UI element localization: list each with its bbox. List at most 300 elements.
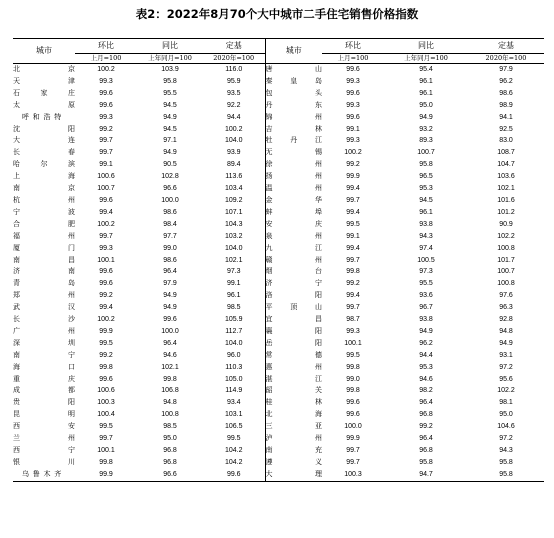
right-mom-index: 98.7 bbox=[346, 316, 360, 324]
table-title: 表2：2022年8月70个大中城市二手住宅销售价格指数 bbox=[135, 7, 419, 21]
left-base-index: 100.2 bbox=[203, 124, 265, 136]
right-mom-index: 99.1 bbox=[346, 125, 360, 133]
table-row bbox=[13, 64, 544, 76]
right-city-name: 三 亚 bbox=[265, 422, 322, 431]
right-mom-index: 99.7 bbox=[346, 256, 360, 264]
left-yoy-index: 90.5 bbox=[163, 161, 177, 169]
left-mom-index: 99.7 bbox=[99, 232, 113, 240]
left-base-index: 104.0 bbox=[203, 135, 265, 147]
right-city-name: 温 州 bbox=[265, 184, 322, 193]
right-base-index: 94.8 bbox=[499, 327, 513, 335]
right-city-name: 锦 州 bbox=[265, 112, 322, 121]
right-yoy-index: 94.5 bbox=[419, 196, 433, 204]
left-mom-index: 99.7 bbox=[99, 137, 113, 145]
left-city-name: 深 圳 bbox=[13, 338, 75, 347]
left-base-index: 104.2 bbox=[203, 445, 265, 457]
table-row bbox=[13, 362, 544, 374]
left-city-name: 福 州 bbox=[13, 231, 75, 240]
right-city-name: 安 庆 bbox=[265, 219, 322, 228]
left-mom-index: 99.2 bbox=[99, 351, 113, 359]
left-base-index: 92.2 bbox=[203, 100, 265, 112]
left-yoy-index: 94.9 bbox=[163, 292, 177, 300]
left-mom-index: 100.4 bbox=[97, 411, 115, 419]
right-mom-index: 99.3 bbox=[346, 137, 360, 145]
yoy-base-label: 上年同月=100 bbox=[404, 54, 448, 62]
right-city-name: 扬 州 bbox=[265, 172, 322, 181]
right-yoy-index: 96.4 bbox=[419, 399, 433, 407]
left-city-name: 广 州 bbox=[13, 326, 75, 335]
left-mom-index: 99.5 bbox=[99, 339, 113, 347]
right-city-name: 烟 台 bbox=[265, 267, 322, 276]
left-yoy-index: 94.5 bbox=[163, 101, 177, 109]
price-index-grid bbox=[13, 38, 544, 482]
left-base-index: 105.0 bbox=[203, 374, 265, 386]
left-base-index: 112.7 bbox=[203, 326, 265, 338]
mom-base-label: 上月=100 bbox=[337, 54, 369, 62]
left-mom-index: 100.6 bbox=[97, 387, 115, 395]
left-city-name: 宁 波 bbox=[13, 207, 75, 216]
left-yoy-index: 102.8 bbox=[161, 173, 179, 181]
left-yoy-index: 106.8 bbox=[161, 387, 179, 395]
right-yoy-index: 100.5 bbox=[417, 256, 435, 264]
left-city-name: 天 津 bbox=[13, 76, 75, 85]
left-yoy-index: 97.9 bbox=[163, 280, 177, 288]
left-base-index: 103.1 bbox=[203, 409, 265, 421]
right-base-index: 94.1 bbox=[499, 113, 513, 121]
left-base-index: 95.9 bbox=[203, 76, 265, 88]
table-row bbox=[13, 147, 544, 159]
left-city-name: 西 宁 bbox=[13, 446, 75, 454]
right-mom-index: 100.0 bbox=[344, 423, 362, 431]
right-base-index: 98.9 bbox=[499, 101, 513, 109]
left-city-name: 郑 州 bbox=[13, 291, 75, 300]
left-yoy-index: 96.4 bbox=[163, 268, 177, 276]
left-city-name: 杭 州 bbox=[13, 195, 75, 204]
left-yoy-index: 95.8 bbox=[163, 77, 177, 85]
right-mom-index: 100.2 bbox=[344, 149, 362, 157]
right-city-name: 平顶山 bbox=[265, 303, 322, 312]
left-yoy-index: 96.4 bbox=[163, 339, 177, 347]
table-row bbox=[13, 100, 544, 112]
left-yoy-index: 95.0 bbox=[163, 435, 177, 443]
left-city-name: 石家庄 bbox=[13, 88, 75, 97]
left-base-index: 114.9 bbox=[203, 385, 265, 397]
right-mom-index: 99.1 bbox=[346, 232, 360, 240]
right-yoy-index: 89.3 bbox=[419, 137, 433, 145]
right-mom-index: 99.8 bbox=[346, 268, 360, 276]
right-city-name: 湛 江 bbox=[265, 374, 322, 383]
yoy-column-header: 同比 bbox=[137, 39, 203, 54]
right-yoy-index: 94.9 bbox=[419, 113, 433, 121]
left-mom-index: 99.7 bbox=[99, 435, 113, 443]
left-city-name: 太 原 bbox=[13, 100, 75, 109]
right-city-name: 金 华 bbox=[265, 195, 322, 204]
right-mom-index: 99.5 bbox=[346, 351, 360, 359]
right-mom-index: 99.3 bbox=[346, 77, 360, 85]
left-yoy-index: 99.0 bbox=[163, 244, 177, 252]
left-yoy-index: 94.9 bbox=[163, 113, 177, 121]
left-yoy-index: 96.8 bbox=[163, 447, 177, 454]
left-yoy-index: 96.6 bbox=[137, 469, 203, 481]
right-mom-index: 99.7 bbox=[346, 304, 360, 312]
right-city-name: 丹 东 bbox=[265, 100, 322, 109]
left-yoy-index: 103.9 bbox=[161, 66, 179, 73]
left-mom-index: 100.7 bbox=[97, 185, 115, 193]
base-column-header: 定基 bbox=[203, 39, 265, 54]
table-row bbox=[13, 219, 544, 231]
table-row bbox=[13, 421, 544, 433]
right-city-name: 南 充 bbox=[265, 446, 322, 454]
table-row bbox=[13, 445, 544, 457]
right-yoy-index: 94.7 bbox=[384, 469, 468, 481]
left-base-index: 93.4 bbox=[203, 397, 265, 409]
left-city-name: 济 南 bbox=[13, 267, 75, 276]
left-mom-index: 100.3 bbox=[97, 399, 115, 407]
left-yoy-index: 95.5 bbox=[163, 89, 177, 97]
right-yoy-index: 95.5 bbox=[419, 280, 433, 288]
left-mom-index: 99.3 bbox=[99, 244, 113, 252]
right-yoy-index: 99.2 bbox=[419, 423, 433, 431]
left-yoy-index: 94.9 bbox=[163, 304, 177, 312]
right-base-index: 104.7 bbox=[497, 161, 515, 169]
left-city-name: 西 安 bbox=[13, 422, 75, 431]
right-base-index: 100.8 bbox=[497, 280, 515, 288]
yoy-base-label: 上年同月=100 bbox=[148, 54, 192, 62]
left-mom-index: 100.1 bbox=[97, 447, 115, 454]
right-yoy-index: 96.1 bbox=[419, 89, 433, 97]
right-city-name: 九 江 bbox=[265, 243, 322, 252]
table-row bbox=[13, 457, 544, 469]
left-city-name: 昆 明 bbox=[13, 410, 75, 419]
right-mom-index: 99.6 bbox=[346, 399, 360, 407]
right-city-name: 吉 林 bbox=[265, 124, 322, 133]
right-base-index: 92.5 bbox=[499, 125, 513, 133]
left-mom-index: 99.1 bbox=[99, 161, 113, 169]
right-city-name: 襄 阳 bbox=[265, 326, 322, 335]
table-header bbox=[13, 39, 544, 64]
right-base-index: 97.2 bbox=[499, 363, 513, 371]
right-base-index: 95.8 bbox=[499, 458, 513, 466]
table-row bbox=[13, 338, 544, 350]
table-row bbox=[13, 326, 544, 338]
right-base-index: 102.1 bbox=[497, 185, 515, 193]
right-base-index: 94.3 bbox=[499, 447, 513, 454]
left-base-index: 97.3 bbox=[203, 266, 265, 278]
table-row bbox=[13, 135, 544, 147]
left-city-name: 哈尔滨 bbox=[13, 160, 75, 169]
mom-column-header: 环比 bbox=[322, 39, 384, 54]
right-base-index: 100.8 bbox=[497, 244, 515, 252]
right-mom-index: 100.3 bbox=[322, 469, 384, 481]
right-mom-index: 99.0 bbox=[346, 375, 360, 383]
left-base-index: 93.9 bbox=[203, 147, 265, 159]
left-city-name: 银 川 bbox=[13, 457, 75, 466]
right-yoy-index: 93.2 bbox=[419, 125, 433, 133]
right-base-index: 98.6 bbox=[499, 89, 513, 97]
right-yoy-index: 95.0 bbox=[419, 101, 433, 109]
right-yoy-index: 96.2 bbox=[419, 339, 433, 347]
left-yoy-index: 94.5 bbox=[163, 125, 177, 133]
left-yoy-index: 99.6 bbox=[163, 316, 177, 324]
left-city-name: 沈 阳 bbox=[13, 124, 75, 133]
left-mom-index: 99.6 bbox=[99, 280, 113, 288]
left-base-index: 109.2 bbox=[203, 195, 265, 207]
right-city-name: 北 海 bbox=[265, 410, 322, 419]
right-city-name: 蚌 埠 bbox=[265, 207, 322, 216]
left-base-index: 104.0 bbox=[203, 243, 265, 255]
left-yoy-index: 98.6 bbox=[163, 208, 177, 216]
left-yoy-index: 94.6 bbox=[163, 351, 177, 359]
right-base-index: 92.8 bbox=[499, 316, 513, 324]
right-base-index: 93.1 bbox=[499, 351, 513, 359]
right-yoy-index: 96.5 bbox=[419, 173, 433, 181]
right-base-index: 104.6 bbox=[497, 423, 515, 431]
table-row bbox=[13, 76, 544, 88]
left-mom-index: 99.6 bbox=[99, 375, 113, 383]
right-yoy-index: 93.8 bbox=[419, 220, 433, 228]
right-base-index: 83.0 bbox=[499, 137, 513, 145]
right-base-index: 97.6 bbox=[499, 292, 513, 300]
table-row bbox=[13, 433, 544, 445]
right-yoy-index: 94.3 bbox=[419, 232, 433, 240]
right-city-name: 牡丹江 bbox=[265, 136, 322, 145]
left-yoy-index: 100.8 bbox=[161, 411, 179, 419]
table-row bbox=[13, 171, 544, 183]
right-mom-index: 99.9 bbox=[346, 173, 360, 181]
right-yoy-index: 96.1 bbox=[419, 208, 433, 216]
right-city-name: 韶 关 bbox=[265, 386, 322, 395]
left-city-name: 武 汉 bbox=[13, 303, 75, 312]
left-city-name: 成 都 bbox=[13, 386, 75, 395]
table-row bbox=[13, 350, 544, 362]
right-yoy-index: 93.8 bbox=[419, 316, 433, 324]
right-base-index: 102.2 bbox=[497, 387, 515, 395]
right-city-name: 遵 义 bbox=[265, 457, 322, 466]
right-city-name: 赣 州 bbox=[265, 255, 322, 264]
right-base-index: 108.7 bbox=[497, 149, 515, 157]
right-mom-index: 99.6 bbox=[346, 411, 360, 419]
right-yoy-index: 97.4 bbox=[419, 244, 433, 252]
right-yoy-index: 95.4 bbox=[419, 66, 433, 73]
right-yoy-index: 100.7 bbox=[417, 149, 435, 157]
right-yoy-index: 98.2 bbox=[419, 387, 433, 395]
table-row bbox=[13, 302, 544, 314]
right-base-index: 98.1 bbox=[499, 399, 513, 407]
right-city-name: 泸 州 bbox=[265, 434, 322, 443]
right-base-index: 90.9 bbox=[499, 220, 513, 228]
right-city-name: 泉 州 bbox=[265, 231, 322, 240]
left-city-name: 大 连 bbox=[13, 136, 75, 145]
left-city-name: 南 京 bbox=[13, 184, 75, 193]
left-base-index: 104.3 bbox=[203, 219, 265, 231]
left-mom-index: 99.9 bbox=[99, 327, 113, 335]
left-base-index: 93.5 bbox=[203, 88, 265, 100]
right-city-name: 济 宁 bbox=[265, 279, 322, 288]
table-row bbox=[13, 397, 544, 409]
left-mom-index: 99.9 bbox=[75, 469, 137, 481]
left-mom-index: 99.2 bbox=[99, 292, 113, 300]
left-city-name: 南 宁 bbox=[13, 350, 75, 359]
left-base-index: 89.4 bbox=[203, 159, 265, 171]
left-base-index: 98.5 bbox=[203, 302, 265, 314]
left-base-index: 107.1 bbox=[203, 207, 265, 219]
mom-column-header: 环比 bbox=[75, 39, 137, 54]
right-yoy-index: 94.6 bbox=[419, 375, 433, 383]
right-yoy-index: 96.4 bbox=[419, 435, 433, 443]
left-city-name: 海 口 bbox=[13, 362, 75, 371]
right-city-name: 桂 林 bbox=[265, 398, 322, 407]
right-mom-index: 99.8 bbox=[346, 363, 360, 371]
right-base-index: 102.2 bbox=[497, 232, 515, 240]
left-city-name: 南 昌 bbox=[13, 255, 75, 264]
left-mom-index: 99.4 bbox=[99, 304, 113, 312]
right-mom-index: 99.4 bbox=[346, 185, 360, 193]
left-base-index: 99.5 bbox=[203, 433, 265, 445]
right-mom-index: 99.3 bbox=[346, 327, 360, 335]
table-row bbox=[13, 195, 544, 207]
yoy-column-header: 同比 bbox=[384, 39, 468, 54]
left-mom-index: 99.8 bbox=[99, 458, 113, 466]
right-base-index: 103.6 bbox=[497, 173, 515, 181]
table-row bbox=[13, 207, 544, 219]
left-mom-index: 100.1 bbox=[97, 256, 115, 264]
left-base-index: 94.4 bbox=[203, 112, 265, 124]
left-base-index: 116.0 bbox=[203, 64, 265, 76]
left-mom-index: 100.6 bbox=[97, 173, 115, 181]
left-city-name: 兰 州 bbox=[13, 434, 75, 443]
right-mom-index: 100.1 bbox=[344, 339, 362, 347]
table-row bbox=[13, 385, 544, 397]
left-yoy-index: 98.5 bbox=[163, 423, 177, 431]
left-city-name: 呼和浩特 bbox=[22, 112, 61, 121]
right-mom-index: 99.5 bbox=[346, 220, 360, 228]
right-yoy-index: 96.8 bbox=[419, 411, 433, 419]
table-row bbox=[13, 469, 544, 481]
right-base-index: 101.2 bbox=[497, 208, 515, 216]
left-base-index: 104.2 bbox=[203, 457, 265, 469]
left-mom-index: 99.6 bbox=[99, 196, 113, 204]
right-base-index: 96.3 bbox=[499, 304, 513, 312]
base-column-header: 定基 bbox=[468, 39, 544, 54]
left-yoy-index: 100.0 bbox=[161, 196, 179, 204]
left-base-index: 103.2 bbox=[203, 231, 265, 243]
left-city-name: 合 肥 bbox=[13, 219, 75, 228]
left-base-index: 113.6 bbox=[203, 171, 265, 183]
table-row bbox=[13, 290, 544, 302]
left-base-index: 104.0 bbox=[203, 338, 265, 350]
right-base-index: 95.6 bbox=[499, 375, 513, 383]
left-mom-index: 99.6 bbox=[99, 268, 113, 276]
left-mom-index: 99.6 bbox=[99, 101, 113, 109]
right-yoy-index: 95.8 bbox=[419, 458, 433, 466]
right-city-name: 无 锡 bbox=[265, 148, 322, 157]
left-yoy-index: 100.0 bbox=[161, 327, 179, 335]
right-base-index: 95.8 bbox=[468, 469, 544, 481]
right-city-name: 惠 州 bbox=[265, 362, 322, 371]
right-yoy-index: 93.6 bbox=[419, 292, 433, 300]
left-mom-index: 99.4 bbox=[99, 208, 113, 216]
right-mom-index: 99.8 bbox=[346, 387, 360, 395]
left-city-name: 上 海 bbox=[13, 172, 75, 181]
left-mom-index: 100.2 bbox=[97, 66, 115, 73]
right-yoy-index: 97.3 bbox=[419, 268, 433, 276]
left-yoy-index: 97.1 bbox=[163, 137, 177, 145]
right-city-name: 唐 山 bbox=[265, 65, 322, 73]
right-yoy-index: 96.7 bbox=[419, 304, 433, 312]
right-yoy-index: 95.3 bbox=[419, 185, 433, 193]
left-mom-index: 99.6 bbox=[99, 89, 113, 97]
right-city-name: 秦皇岛 bbox=[265, 76, 322, 85]
right-city-name: 洛 阳 bbox=[265, 291, 322, 300]
left-yoy-index: 96.6 bbox=[163, 185, 177, 193]
right-yoy-index: 96.8 bbox=[419, 447, 433, 454]
table-row bbox=[13, 314, 544, 326]
right-city-name: 宜 昌 bbox=[265, 315, 322, 324]
left-base-index: 105.9 bbox=[203, 314, 265, 326]
right-city-name: 徐 州 bbox=[265, 160, 322, 169]
fixed-base-label: 2020年=100 bbox=[203, 54, 265, 64]
left-yoy-index: 98.6 bbox=[163, 256, 177, 264]
right-mom-index: 99.4 bbox=[346, 208, 360, 216]
table-body bbox=[13, 64, 544, 482]
left-yoy-index: 102.1 bbox=[161, 363, 179, 371]
left-city-name: 长 沙 bbox=[13, 315, 75, 324]
left-mom-index: 99.7 bbox=[99, 149, 113, 157]
left-yoy-index: 94.8 bbox=[163, 399, 177, 407]
right-base-index: 101.7 bbox=[497, 256, 515, 264]
table-row bbox=[13, 278, 544, 290]
left-city-name: 乌鲁木齐 bbox=[13, 469, 75, 481]
left-city-name: 贵 阳 bbox=[13, 398, 75, 407]
right-base-index: 97.2 bbox=[499, 435, 513, 443]
left-city-name: 重 庆 bbox=[13, 374, 75, 383]
right-base-index: 97.9 bbox=[499, 66, 513, 73]
left-mom-index: 99.3 bbox=[99, 77, 113, 85]
left-city-name: 青 岛 bbox=[13, 279, 75, 288]
left-mom-index: 99.8 bbox=[99, 363, 113, 371]
left-base-index: 110.3 bbox=[203, 362, 265, 374]
left-base-index: 96.0 bbox=[203, 350, 265, 362]
left-city-name: 厦 门 bbox=[13, 243, 75, 252]
right-city-name: 常 德 bbox=[265, 350, 322, 359]
right-mom-index: 99.6 bbox=[346, 89, 360, 97]
right-city-name: 岳 阳 bbox=[265, 338, 322, 347]
left-mom-index: 99.2 bbox=[99, 125, 113, 133]
city-column-header: 城市 bbox=[36, 46, 52, 55]
right-mom-index: 99.2 bbox=[346, 280, 360, 288]
right-yoy-index: 94.9 bbox=[419, 327, 433, 335]
right-base-index: 100.7 bbox=[497, 268, 515, 276]
left-yoy-index: 96.8 bbox=[163, 458, 177, 466]
left-yoy-index: 94.9 bbox=[163, 149, 177, 157]
table-row bbox=[13, 231, 544, 243]
right-mom-index: 99.3 bbox=[346, 101, 360, 109]
right-mom-index: 99.7 bbox=[346, 447, 360, 454]
right-mom-index: 99.7 bbox=[346, 458, 360, 466]
left-base-index: 99.6 bbox=[203, 469, 265, 481]
table-row bbox=[13, 88, 544, 100]
right-mom-index: 99.4 bbox=[346, 244, 360, 252]
left-city-name: 北 京 bbox=[13, 65, 75, 73]
left-base-index: 103.4 bbox=[203, 183, 265, 195]
table-row bbox=[13, 374, 544, 386]
price-index-table bbox=[13, 38, 544, 482]
city-column-header: 城市 bbox=[285, 46, 302, 55]
table-row bbox=[13, 266, 544, 278]
table-row bbox=[13, 112, 544, 124]
left-mom-index: 99.3 bbox=[99, 113, 113, 121]
right-base-index: 94.9 bbox=[499, 339, 513, 347]
